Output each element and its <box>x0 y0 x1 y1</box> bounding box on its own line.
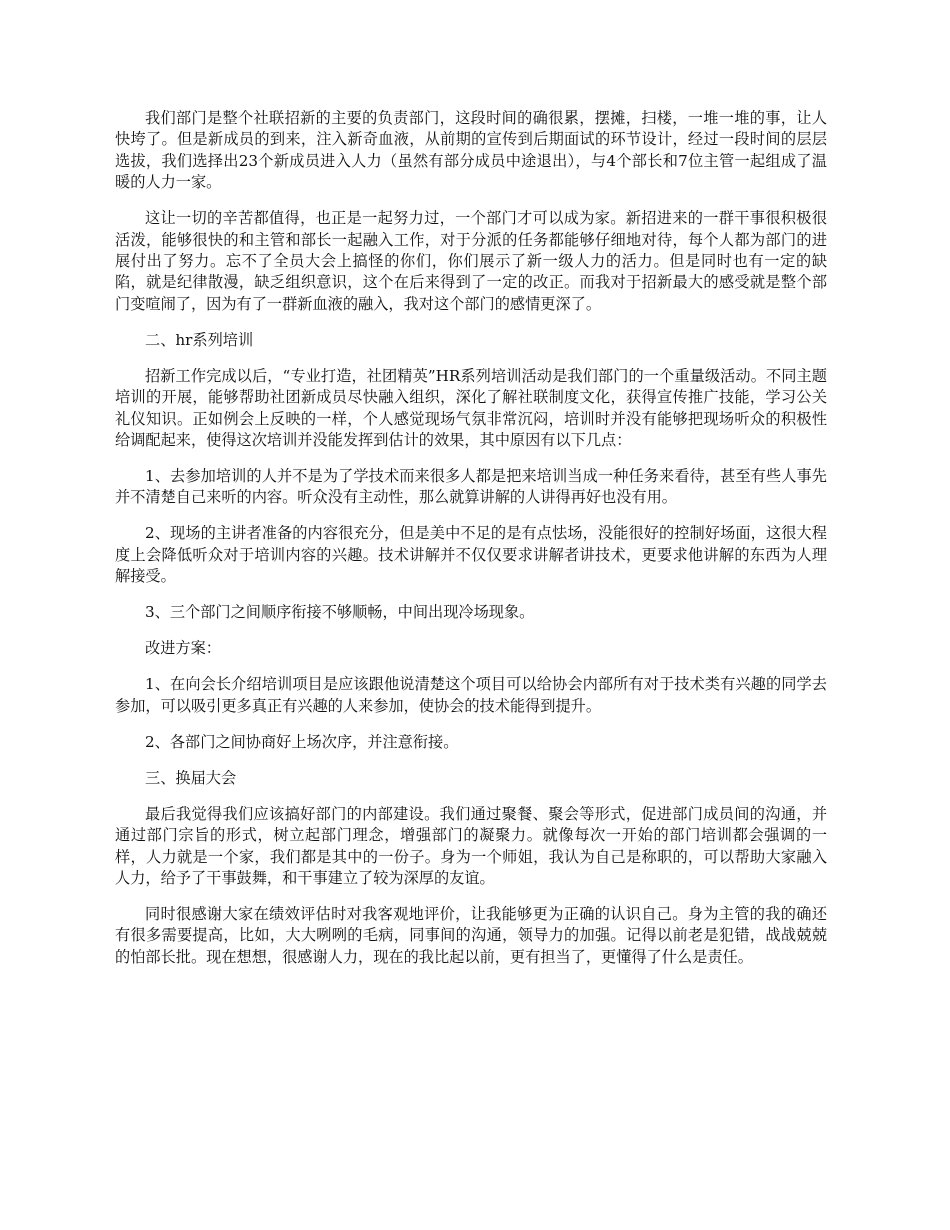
section-heading-hr-training: 二、hr系列培训 <box>145 330 254 349</box>
paragraph-training-reason-3: 3、三个部门之间顺序衔接不够顺畅，中间出现冷场现象。 <box>145 603 535 622</box>
paragraph-training-reason-2: 2、现场的主讲者准备的内容很充分，但是美中不足的是有点怯场，没能很好的控制好场面，这很大程度上会降低听众对于培训内容的兴趣。技术讲解并不仅仅要求讲解者讲技术，更要求他讲解的东西为人理解接受。 <box>115 524 827 586</box>
paragraph-recruitment-feelings: 这让一切的辛苦都值得，也正是一起努力过，一个部门才可以成为家。新招进来的一群干事很积极很活泼，能够很快的和主管和部长一起融入工作，对于分派的任务都能够仔细地对待，每个人都为部门的进展付出了努力。忘不了全员大会上搞怪的你们，你们展示了新一级人力的活力。但是同时也有一定的缺陷，就是纪律散漫，缺乏组织意识，这个在后来得到了一定的改正。而我对于招新最大的感受就是整个部门变喧闹了，因为有了一群新血液的融入，我对这个部门的感情更深了。 <box>115 209 827 313</box>
paragraph-self-reflection: 同时很感谢大家在绩效评估时对我客观地评价，让我能够更为正确的认识自己。身为主管的我的确还有很多需要提高，比如，大大咧咧的毛病，同事间的沟通，领导力的加强。记得以前老是犯错，战战兢兢的怕部长批。现在想想，很感谢人力，现在的我比起以前，更有担当了，更懂得了什么是责任。 <box>115 904 827 966</box>
paragraph-training-overview: 招新工作完成以后，“专业打造，社团精英”HR系列培训活动是我们部门的一个重量级活动。不同主题培训的开展，能够帮助社团新成员尽快融入组织，深化了解社联制度文化，获得宣传推广技能，学习公关礼仪知识。正如例会上反映的一样，个人感觉现场气氛非常沉闷，培训时并没有能够把现场听众的积极性给调配起来，使得这次培训并没能发挥到估计的效果，其中原因有以下几点： <box>115 366 827 450</box>
paragraph-training-reason-1: 1、去参加培训的人并不是为了学技术而来很多人都是把来培训当成一种任务来看待，甚至有些人事先并不清楚自己来听的内容。听众没有主动性，那么就算讲解的人讲得再好也没有用。 <box>115 467 827 507</box>
paragraph-improvement-1: 1、在向会长介绍培训项目是应该跟他说清楚这个项目可以给协会内部所有对于技术类有兴趣的同学去参加，可以吸引更多真正有兴趣的人来参加，使协会的技术能得到提升。 <box>115 675 827 715</box>
paragraph-recruitment-intro: 我们部门是整个社联招新的主要的负责部门，这段时间的确很累，摆摊，扫楼，一堆一堆的事，让人快垮了。但是新成员的到来，注入新奇血液，从前期的宣传到后期面试的环节设计，经过一段时间的层层选拔，我们选择出23个新成员进入人力（虽然有部分成员中途退出），与4个部长和7位主管一起组成了温暖的人力一家。 <box>115 109 827 192</box>
paragraph-internal-building: 最后我觉得我们应该搞好部门的内部建设。我们通过聚餐、聚会等形式，促进部门成员间的沟通，并通过部门宗旨的形式，树立起部门理念，增强部门的凝聚力。就像每次一开始的部门培训都会强调的一样，人力就是一个家，我们都是其中的一份子。身为一个师姐，我认为自己是称职的，可以帮助大家融入人力，给予了干事鼓舞，和干事建立了较为深厚的友谊。 <box>115 804 827 887</box>
paragraph-improvement-2: 2、各部门之间协商好上场次序，并注意衔接。 <box>145 732 459 751</box>
document-body <box>115 108 827 983</box>
section-heading-general-meeting: 三、换届大会 <box>145 768 237 787</box>
section-heading-improvement-plan: 改进方案： <box>145 639 221 658</box>
